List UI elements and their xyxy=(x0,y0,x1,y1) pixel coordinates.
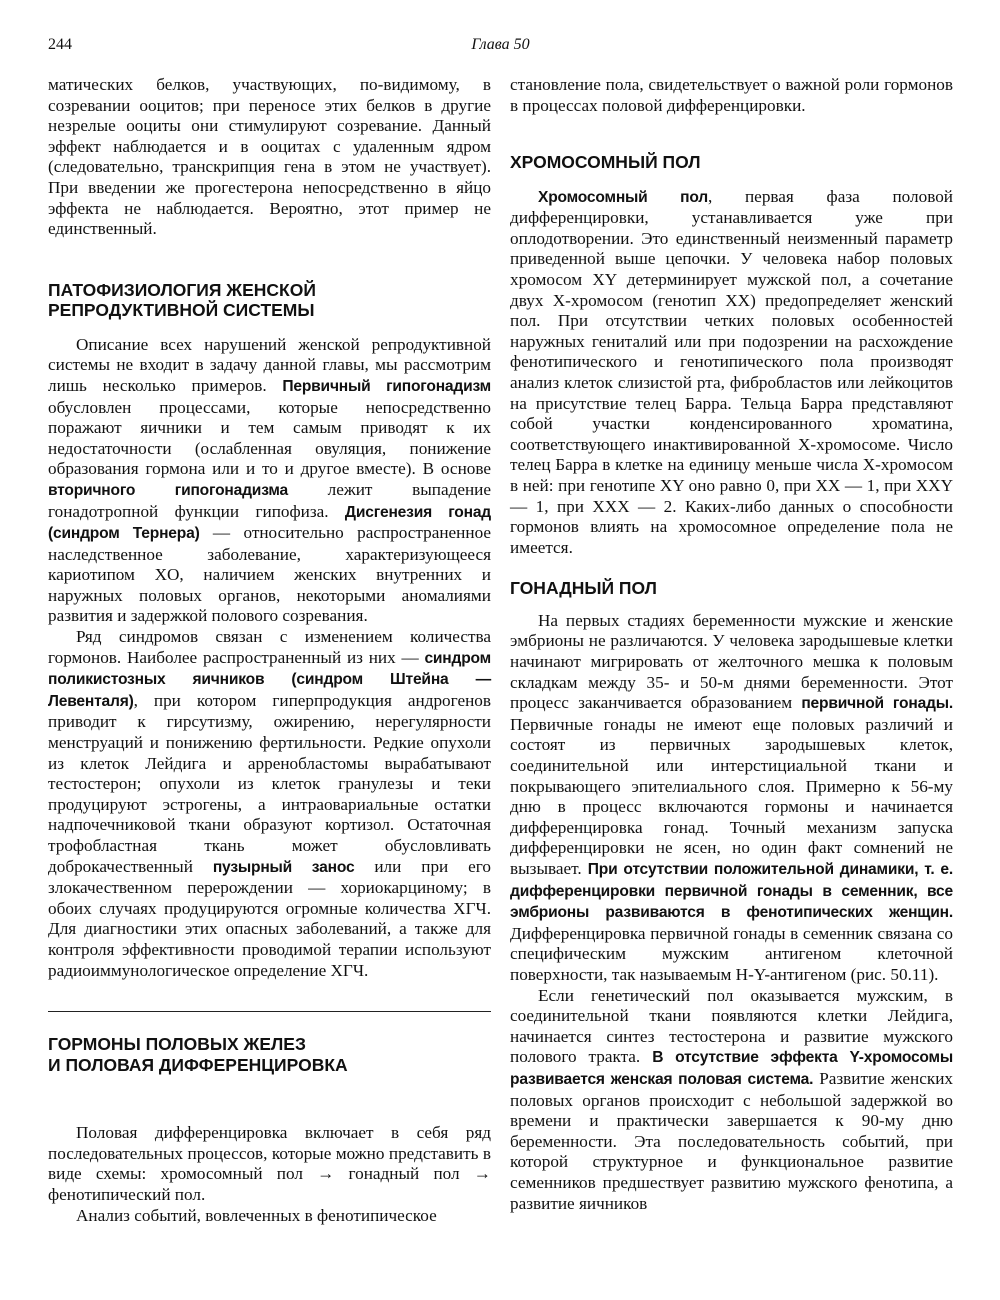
left-column xyxy=(48,75,491,1226)
right-column xyxy=(510,75,953,1214)
section-heading-pathophysiology: ПАТОФИЗИОЛОГИЯ ЖЕНСКОЙ РЕПРОДУКТИВНОЙ СИСТЕМЫ xyxy=(48,279,316,321)
page-number: 244 xyxy=(48,36,72,53)
paragraph-sex-differentiation: Половая дифференцировка включает в себя ряд последовательных процессов, которые можно представить в виде схемы: хромосомный пол → гонадный пол → фенотипический пол. xyxy=(48,1123,491,1204)
paragraph-continuation: матических белков, участвующих, по-видимому, в созревании ооцитов; при переносе этих белков в другие незрелые ооциты они стимулируют созревание. Данный эффект наблюдается и в ооцитах с удаленным ядром (следовательно, транскрипция гена в этом не участвует). При введении же прогестерона непосредственно в яйцо эффекта не наблюдается. Вероятно, этот пример не единственный. xyxy=(48,75,491,239)
paragraph-hypogonadism: Описание всех нарушений женской репродуктивной системы не входит в задачу данной главы, мы рассмотрим лишь несколько примеров. Первичный гипогонадизм обусловлен процессами, которые непосредственно поражают яичники и тем самым приводят к их недостаточности (ослабленная овуляция, понижение образования гормона или и то и другое вместе). В основе вторичного гипогонадизма лежит выпадение гонадотропной функции гипофиза. Дисгенезия гонад (синдром Тернера) — относительно распространенное наследственное заболевание, характеризующееся кариотипом XO, наличием женских внутренних и наружных половых органов, некоторыми аномалиями развития и задержкой полового созревания. xyxy=(48,334,492,626)
paragraph-chromosomal-sex: Хромосомный пол, первая фаза половой дифференцировки, устанавливается уже при оплодотворении. Это единственный неизменный параметр приведенной выше цепочки. У человека набор половых хромосом XY детерминирует мужской пол, а сочетание двух X-хромосом (генотип XX) предопределяет женский пол. При отсутствии четких половых особенностей наружных гениталий или при подозрении на расхождение фенотипического и генотипического пола производят анализ клеток слизистой рта, фибробластов или лейкоцитов на присутствие телец Барра. Тельца Барра представляют собой участки конденсированного хроматина, соответствующего инактивированной X-хромосоме. Число телец Барра в клетке на единицу меньше числа X-хромосом в ней: при генотипе XY оно равно 0, при XX — 1, при XXY — 1, при XXX — 2. Каких-либо данных о способности гормонов влиять на хромосомное определение пола не имеется. xyxy=(510,186,953,557)
section-heading-chromosomal-sex: ХРОМОСОМНЫЙ ПОЛ xyxy=(510,152,701,173)
section-heading-gonadal-sex: ГОНАДНЫЙ ПОЛ xyxy=(510,578,657,599)
paragraph-continuation-right: становление пола, свидетельствует о важной роли гормонов в процессах половой дифференцировки. xyxy=(510,75,953,115)
paragraph-gonadal-sex: На первых стадиях беременности мужские и женские эмбрионы не различаются. У человека зародышевые клетки начинают мигрировать от желточного мешка к половым складкам между 35- и 50-м днями беременности. Этот процесс заканчивается образованием первичной гонады. Первичные гонады не имеют еще половых различий и состоят из первичных зародышевых клеток, соединительной или интерстициальной ткани и покрывающего эпителиального слоя. Примерно к 56-му дню в процесс включаются гормоны и начинается дифференцировка гонад. Точный механизм запуска дифференцировки не ясен, но один факт сомнений не вызывает. При отсутствии положительной динамики, т. е. дифференцировки первичной гонады в семенник, все эмбрионы развиваются в фенотипических женщин. Дифференцировка первичной гонады в семенник связана со специфическим мужским антигеном клеточной поверхности, так называемым H-Y-антигеном (рис. 50.11). xyxy=(510,610,954,984)
page-header xyxy=(48,36,953,58)
paragraph-male-genetic-sex: Если генетический пол оказывается мужским, в соединительной ткани появляются клетки Лейдига, начинается синтез тестостерона и развитие мужского полового тракта. В отсутствие эффекта Y-хромосомы развивается женская половая система. Развитие женских половых органов происходит с небольшой задержкой во времени и практически завершается к 90-му дню беременности. Эта последовательность событий, при которой структурное и функциональное развитие семенников предшествует развитию мужского фенотипа, а развитие яичников xyxy=(510,985,953,1213)
paragraph-syndromes: Ряд синдромов связан с изменением количества гормонов. Наиболее распространенный из них — синдром поликистозных яичников (синдром Штейна — Левенталя), при котором гиперпродукция андрогенов приводит к гирсутизму, ожирению, нерегулярности менструаций и понижению фертильности. Редкие опухоли из клеток Лейдига и арренобластомы вырабатывают тестостерон; опухоли из клеток гранулезы и теки продуцируют эстрогены, а интраовариальные остатки надпочечниковой ткани образуют кортизол. Остаточная трофобластная ткань может обусловливать доброкачественный пузырный занос или при его злокачественном перерождении — хориокарциному; в обоих случаях продуцируются огромные количества ХГЧ. Для диагностики этих опасных заболеваний, а также для контроля эффективности проводимой терапии используют радиоиммунологическое определение ХГЧ. xyxy=(48,627,491,980)
paragraph-analysis: Анализ событий, вовлеченных в фенотипическое xyxy=(76,1205,437,1225)
section-heading-gonad-hormones: ГОРМОНЫ ПОЛОВЫХ ЖЕЛЕЗ И ПОЛОВАЯ ДИФФЕРЕНЦИРОВКА xyxy=(48,1034,348,1075)
chapter-title: Глава 50 xyxy=(471,36,530,53)
